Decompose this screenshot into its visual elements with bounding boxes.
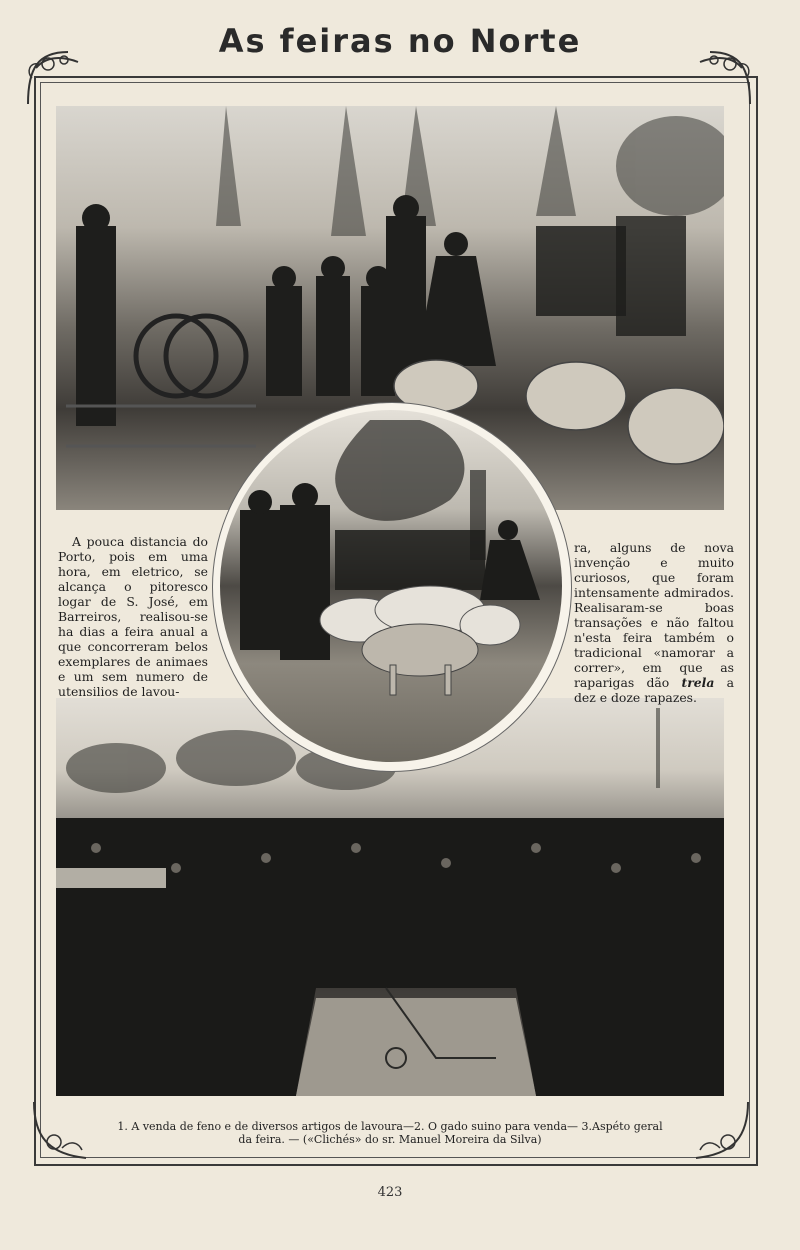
caption-line-2: da feira. — («Clichés» do sr. Manuel Moreira da Silva) (238, 1133, 542, 1146)
corner-ornament-icon (18, 38, 90, 110)
article-text-right-start: ra, alguns de nova invenção e muito curiosos, que foram intensamente admirados. Realisaram-se boas transações e não faltou n'esta feira também o tradicional «namorar a correr», em que as raparigas dão (574, 540, 734, 690)
article-paragraph-right (574, 540, 734, 705)
emphasized-word: trela (681, 675, 715, 690)
page-number: 423 (377, 1185, 403, 1200)
corner-ornament-icon (688, 38, 760, 110)
article-text-right-end: a dez e doze rapazes. (574, 675, 734, 705)
caption-line-1: 1. A venda de feno e de diversos artigos de lavoura—2. O gado suino para venda— 3.Aspéto geral (117, 1120, 663, 1133)
page-title: As feiras no Norte (218, 22, 582, 60)
article-paragraph-left: A pouca distancia do Porto, pois em uma hora, em eletrico, se alcança o pitoresco logar de S. José, em Barreiros, realisou-se ha dias a feira anual a que concorreram belos exemplares de animaes e um sem numero de utensilios de lavou- (58, 534, 208, 699)
photo-caption (80, 1120, 700, 1146)
photo-pigs-for-sale (220, 410, 562, 762)
article-text-right (574, 540, 734, 705)
article-text-left (58, 534, 208, 699)
